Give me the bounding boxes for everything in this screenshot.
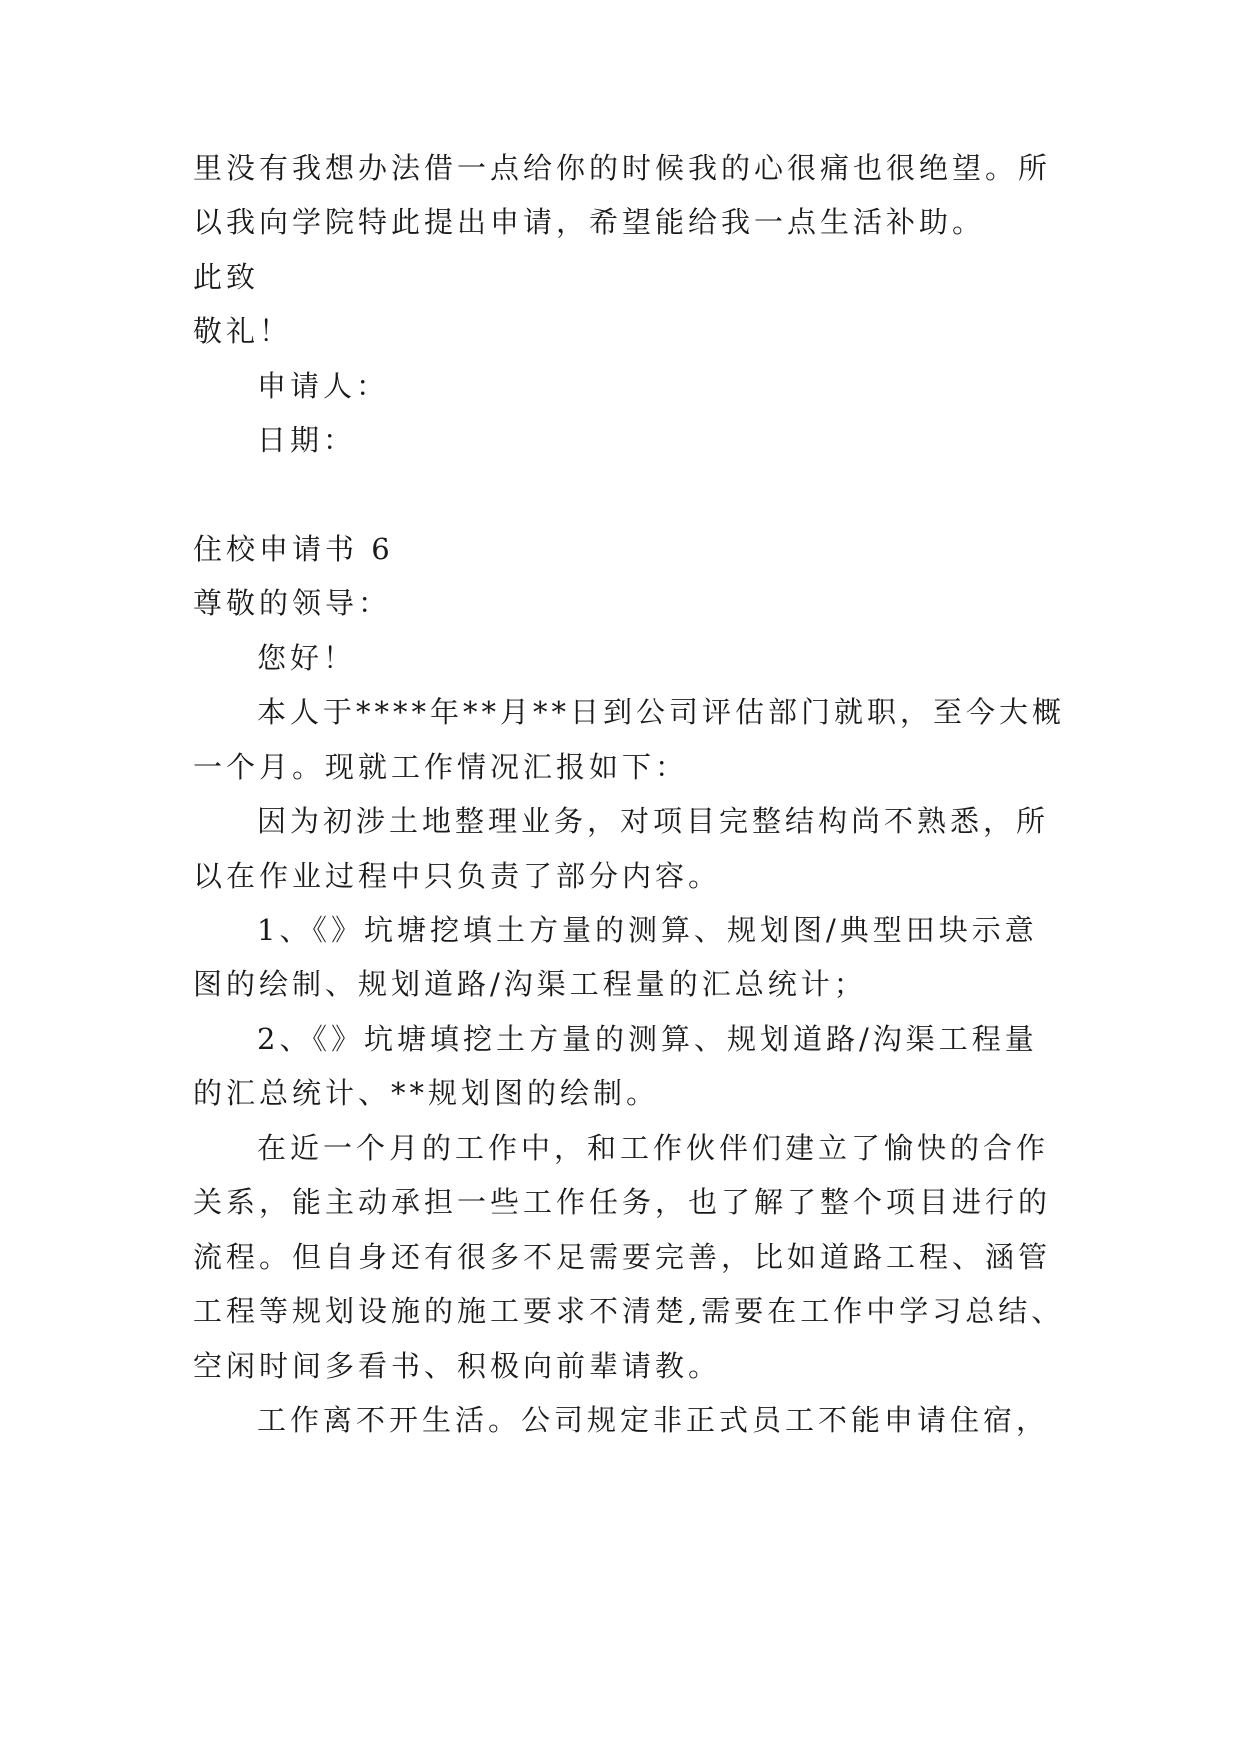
date-label: 日期： xyxy=(257,423,357,457)
section-title: 住校申请书 6 xyxy=(193,532,394,566)
paragraph-2-line-2: 以在作业过程中只负责了部分内容。 xyxy=(193,859,722,893)
list-item-1-line-2: 图的绘制、规划道路/沟渠工程量的汇总统计； xyxy=(193,967,867,1001)
paragraph-1-line-2: 一个月。现就工作情况汇报如下： xyxy=(193,750,689,784)
closing-salutation-2: 敬礼！ xyxy=(193,314,293,348)
paragraph-4-line-1: 工作离不开生活。公司规定非正式员工不能申请住宿， xyxy=(257,1403,1050,1437)
paragraph-3-line-4: 工程等规划设施的施工要求不清楚,需要在工作中学习总结、 xyxy=(193,1294,1065,1328)
paragraph-3-line-3: 流程。但自身还有很多不足需要完善，比如道路工程、涵管 xyxy=(193,1240,1052,1274)
paragraph-3-line-5: 空闲时间多看书、积极向前辈请教。 xyxy=(193,1349,722,1383)
list-item-1-line-1: 1、《》坑塘挖填土方量的测算、规划图/典型田块示意 xyxy=(257,913,1038,947)
addressee: 尊敬的领导： xyxy=(193,586,392,620)
applicant-label: 申请人： xyxy=(257,369,390,403)
paragraph-3-line-1: 在近一个月的工作中，和工作伙伴们建立了愉快的合作 xyxy=(257,1131,1050,1165)
list-item-2-line-2: 的汇总统计、**规划图的绘制。 xyxy=(193,1076,660,1110)
continuation-line-2: 以我向学院特此提出申请，希望能给我一点生活补助。 xyxy=(193,205,986,239)
paragraph-3-line-2: 关系，能主动承担一些工作任务，也了解了整个项目进行的 xyxy=(193,1185,1052,1219)
greeting: 您好！ xyxy=(257,641,357,675)
list-item-2-line-1: 2、《》坑塘填挖土方量的测算、规划道路/沟渠工程量 xyxy=(257,1022,1038,1056)
continuation-line-1: 里没有我想办法借一点给你的时候我的心很痛也很绝望。所 xyxy=(193,151,1052,185)
paragraph-2-line-1: 因为初涉土地整理业务，对项目完整结构尚不熟悉，所 xyxy=(257,804,1050,838)
closing-salutation-1: 此致 xyxy=(193,260,260,294)
paragraph-1-line-1: 本人于****年**月**日到公司评估部门就职，至今大概 xyxy=(257,695,1066,729)
